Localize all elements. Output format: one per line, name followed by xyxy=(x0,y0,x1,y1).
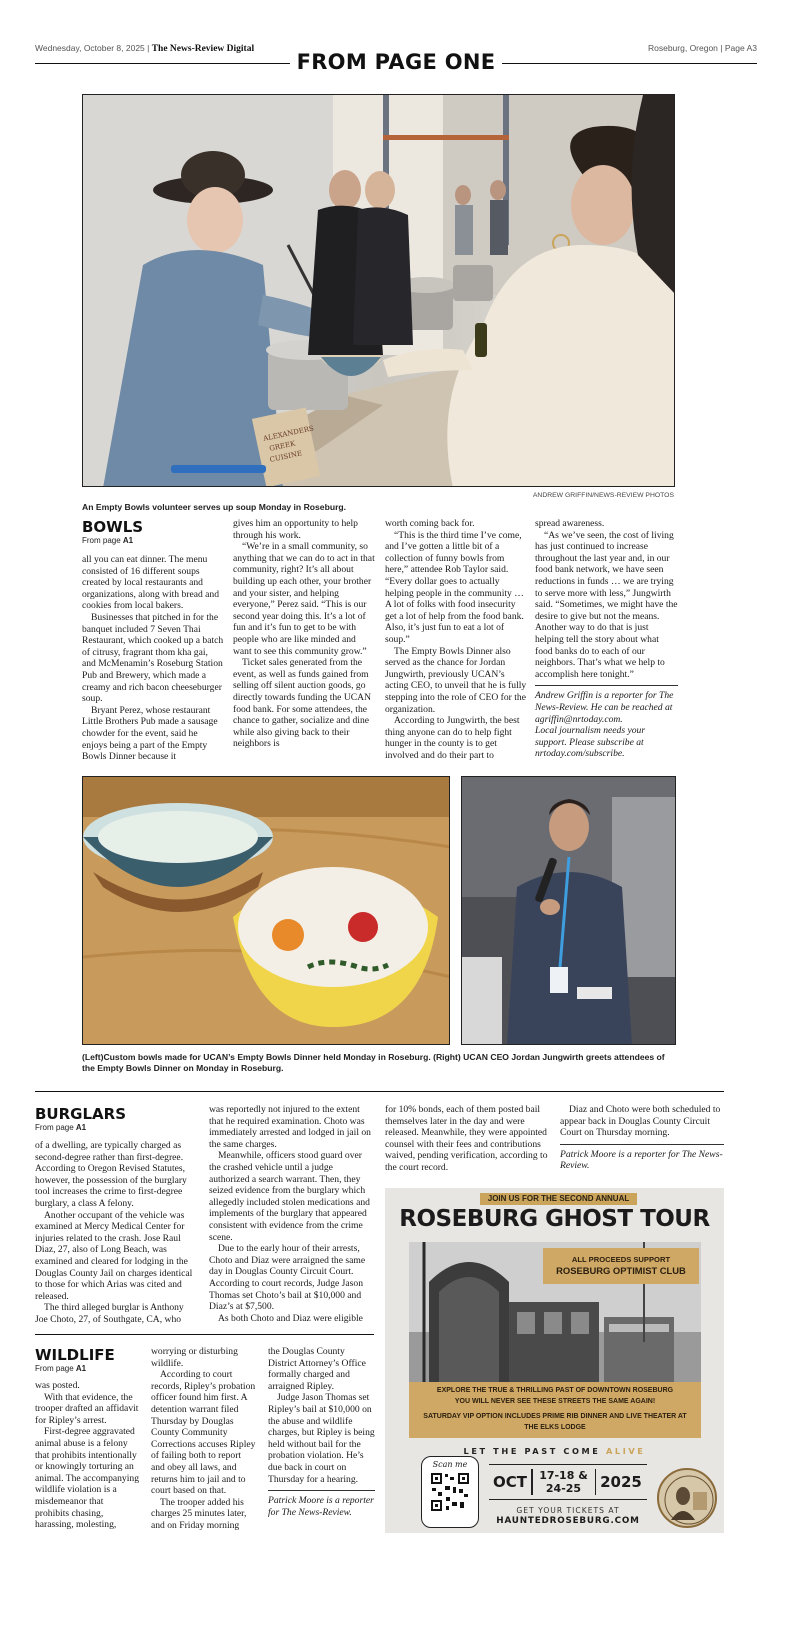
paragraph: Businesses that pitched in for the banquet included 7 Seven Thai Restaurant, which cooked up a batch of citrusy, fragrant thom kha gai, and McMenamin’s Roseburg Station Pub and Brewery, which made a creamy and rich bacon cheeseburger soup. xyxy=(82,611,224,705)
qr-code-box[interactable] xyxy=(421,1456,479,1528)
paragraph: Diaz and Choto were both scheduled to appear back in Douglas County Circuit Court on Thursday morning. xyxy=(560,1104,721,1139)
paragraph: was posted. xyxy=(35,1380,80,1391)
paragraph: of a dwelling, are typically charged as second-degree rather than first-degree. According to Oregon Revised Statutes, however, the possession of the burglary tool increases the crime to first-degree burglary, a class A felony. xyxy=(35,1140,187,1209)
paragraph: As both Choto and Diaz were eligible xyxy=(218,1312,363,1324)
bowls-col-1 xyxy=(82,518,224,763)
burglars-headline: BURGLARS xyxy=(35,1105,126,1123)
bowls-jump-line: From page A1 xyxy=(82,536,134,545)
ceo-photo xyxy=(461,776,676,1045)
event-year: 2025 xyxy=(600,1473,642,1491)
optimist-club-emblem-icon xyxy=(659,1470,717,1528)
paragraph: According to court records, Ripley’s probation officer found him first. A detention warrant filed Thursday by Douglas County Community Corrections accuses Ripley of failing both to report and obey all laws, and returns him to jail and to court based on that. xyxy=(151,1369,256,1497)
ad-proceeds-label: ALL PROCEEDS SUPPORT ROSEBURG OPTIMIST CLUB xyxy=(543,1248,699,1284)
paragraph: was reportedly not injured to the extent that he required examination. Choto was immediately arrested and lodged in jail on the same charges. xyxy=(209,1104,371,1150)
bowls-col-2 xyxy=(233,518,376,750)
ad-vintage-photo xyxy=(409,1242,701,1382)
svg-text:CUISINE: CUISINE xyxy=(269,449,303,464)
paragraph: spread awareness. xyxy=(535,518,605,529)
main-photo xyxy=(82,94,675,487)
wildlife-col-3 xyxy=(268,1346,375,1518)
publication-name: The News-Review Digital xyxy=(151,44,255,54)
paragraph: Judge Jason Thomas set Ripley’s bail at $10,000 on the abuse and wildlife charges, but Ripley is being held without bail for the probation violation. He’s due back in court on Thursday for a hearing. xyxy=(268,1392,375,1485)
header-location-page: Roseburg, Oregon | Page A3 xyxy=(647,43,757,53)
paragraph: First-degree aggravated animal abuse is a felony that prohibits intentionally or knowingly torturing an animal. The accompanying wildlife violation is a misdemeanor that prohibits chasing, harassing, molesting, xyxy=(35,1426,139,1531)
paragraph: the Douglas County District Attorney’s Office formally charged and arraigned Ripley. xyxy=(268,1346,366,1392)
soup-serving-illustration xyxy=(83,95,675,487)
ad-banner: JOIN US FOR THE SECOND ANNUAL xyxy=(480,1193,637,1205)
paragraph: The trooper added his charges 25 minutes later, and on Friday morning xyxy=(151,1496,247,1531)
photo-pair-caption: (Left)Custom bowls made for UCAN’s Empty Bowls Dinner held Monday in Roseburg. (Right) UCAN CEO Jordan Jungwirth greets attendees of the Empty Bowls Dinner on Monday in Roseburg. xyxy=(82,1052,665,1073)
bowls-photo xyxy=(82,776,450,1045)
main-photo-caption: An Empty Bowls volunteer serves up soup Monday in Roseburg. xyxy=(82,502,347,512)
paragraph: for 10% bonds, each of them posted bail themselves later in the day and were released. Meanwhile, they were appointed counsel with their fees and contributions waived, pending verification, according to the court record. xyxy=(385,1104,548,1173)
paragraph: all you can eat dinner. The menu consisted of 16 different soups created by local restaurants and organizations, along with bread and cookies from local bakers. xyxy=(82,554,220,612)
section-title: FROM PAGE ONE xyxy=(290,50,502,76)
paragraph: With that evidence, the trooper drafted an affidavit for Ripley’s arrest. xyxy=(35,1391,139,1426)
wildlife-col-2 xyxy=(151,1346,257,1532)
header-dateline: Wednesday, October 8, 2025 | The News-Review Digital xyxy=(35,43,255,54)
svg-text:GREEK: GREEK xyxy=(268,439,297,453)
paragraph: Meanwhile, officers stood guard over the crashed vehicle until a judge authorized a search warrant. Then, they seized evidence from the burglary which allegedly included stolen medications and implements of the burglary that appeared consistent with evidence from the crime scene. xyxy=(209,1150,370,1243)
burglars-col-4 xyxy=(560,1104,724,1172)
paragraph: The Empty Bowls Dinner also served as the chance for Jordan Jungwirth, previously UCAN’s acting CEO, to unveil that he is fully stepping into the role of CEO for the organization. xyxy=(385,645,527,715)
paragraph: Another occupant of the vehicle was examined at Mercy Medical Center for injuries related to the crash. Jose Raul Diaz, 27, also of Long Beach, was examined and cleared for lodging in the Douglas County Jail on charges identical to those for which Arias was cited and released. xyxy=(35,1209,193,1302)
wildlife-byline: Patrick Moore is a reporter for The News-Review. xyxy=(268,1495,374,1518)
custom-bowls-illustration xyxy=(83,777,450,1045)
burglars-col-3 xyxy=(385,1104,551,1174)
paragraph: “As we’ve seen, the cost of living has just continued to increase throughout the last year and, in our food bank network, we have seen reductions in funds … we are trying to serve more with less,” Jungwirth said. “Sometimes, we might have the desire to give but not the means. Another way to do that is just helping tell the story about what food banks do to each of our neighbors. That’s what we help to accomplish here tonight.” xyxy=(535,529,678,680)
wildlife-col-1 xyxy=(35,1346,139,1531)
paragraph: gives him an opportunity to help through his work. xyxy=(233,518,358,541)
wildlife-headline: WILDLIFE xyxy=(35,1346,115,1364)
ad-tagline: LET THE PAST COME ALIVE xyxy=(463,1446,646,1456)
paragraph: worrying or disturbing wildlife. xyxy=(151,1346,238,1369)
event-month: OCT xyxy=(493,1473,527,1491)
bowls-byline: Andrew Griffin is a reporter for The News-Review. He can be reached at agriffin@nrtoday.com. xyxy=(535,690,674,725)
section-divider xyxy=(35,1091,724,1092)
bowls-col-3 xyxy=(385,518,527,761)
ghost-tour-ad[interactable] xyxy=(385,1188,724,1533)
pot-sign-text: ALEXANDERS xyxy=(262,424,315,443)
burglars-col-1 xyxy=(35,1105,195,1326)
burglars-jump-line: From page A1 xyxy=(35,1123,87,1132)
qr-code-icon xyxy=(430,1472,470,1512)
ad-url-link[interactable]: HAUNTEDROSEBURG.COM xyxy=(496,1516,640,1526)
scan-me-label: Scan me xyxy=(432,1460,468,1469)
bowls-headline: BOWLS xyxy=(82,518,144,536)
ad-title: ROSEBURG GHOST TOUR xyxy=(399,1206,710,1232)
event-days: 17-18 & 24-25 xyxy=(539,1469,588,1495)
burglars-col-2 xyxy=(209,1104,373,1324)
ceo-illustration xyxy=(462,777,676,1045)
paragraph: Ticket sales generated from the event, as well as funds gained from selling off silent auction goods, go directly towards funding the UCAN food bank. For some attendees, the chance to gather, socialize and dine while also giving back to their neighbors is xyxy=(233,657,372,750)
paragraph: The third alleged burglar is Anthony Joe Choto, 27, of Southgate, CA, who xyxy=(35,1302,184,1325)
optimist-club-logo xyxy=(657,1468,717,1528)
subscribe-note: Local journalism needs your support. Please subscribe at nrtoday.com/subscribe. xyxy=(535,725,646,760)
wildlife-jump-line: From page A1 xyxy=(35,1364,87,1373)
paragraph: Due to the early hour of their arrests, Choto and Diaz were arraigned the same day in Douglas County Circuit Court. According to court records, Judge Jason Thomas set Choto’s bail at $10,000 and Diaz’s at $7,500. xyxy=(209,1243,366,1313)
paragraph: According to Jungwirth, the best thing anyone can do to help fight hunger in the county is to get involved and do their part to xyxy=(385,715,520,761)
wildlife-divider xyxy=(35,1334,374,1335)
paragraph: worth coming back for. xyxy=(385,518,475,529)
burglars-byline: Patrick Moore is a reporter for The News-Review. xyxy=(560,1148,723,1172)
bowls-col-4 xyxy=(535,518,678,760)
paragraph: “This is the third time I’ve come, and I’ve gotten a little bit of a collection of funny bowls from here,” attendee Rob Taylor said. “Every dollar goes to actually helping people in the community … A lot of folks with food insecurity get a lot of help from the food bank. Also, it’s just fun to eat a lot of soup.” xyxy=(385,529,524,645)
bowls-article xyxy=(82,518,682,768)
byline-rule xyxy=(535,685,678,686)
event-dates xyxy=(489,1464,647,1500)
paragraph: Bryant Perez, whose restaurant Little Brothers Pub made a sausage chowder for the event, said he enjoys being a part of the Empty Bowls Dinner because it xyxy=(82,704,218,763)
main-photo-credit: ANDREW GRIFFIN/NEWS-REVIEW PHOTOS xyxy=(532,492,674,499)
paragraph: “We’re in a small community, so anything that we can do to act in that community, right? It’s all about building up each other, your brother and your sister, and helping everyone,” Perez said. “This is our second year doing this. It’s a lot of fun and it’s fun to get to be with people who are like minded and want to see this community grow.” xyxy=(233,541,375,657)
ad-tickets-label: GET YOUR TICKETS AT xyxy=(516,1506,620,1515)
byline-rule xyxy=(268,1490,375,1491)
ad-description-scroll: EXPLORE THE TRUE & THRILLING PAST OF DOWNTOWN ROSEBURG YOU WILL NEVER SEE THESE STREETS THE SAME AGAIN! SATURDAY VIP OPTION INCLUDES PRIME RIB DINNER AND LIVE THEATER AT THE ELKS LODGE xyxy=(409,1382,701,1438)
byline-rule xyxy=(560,1144,724,1145)
